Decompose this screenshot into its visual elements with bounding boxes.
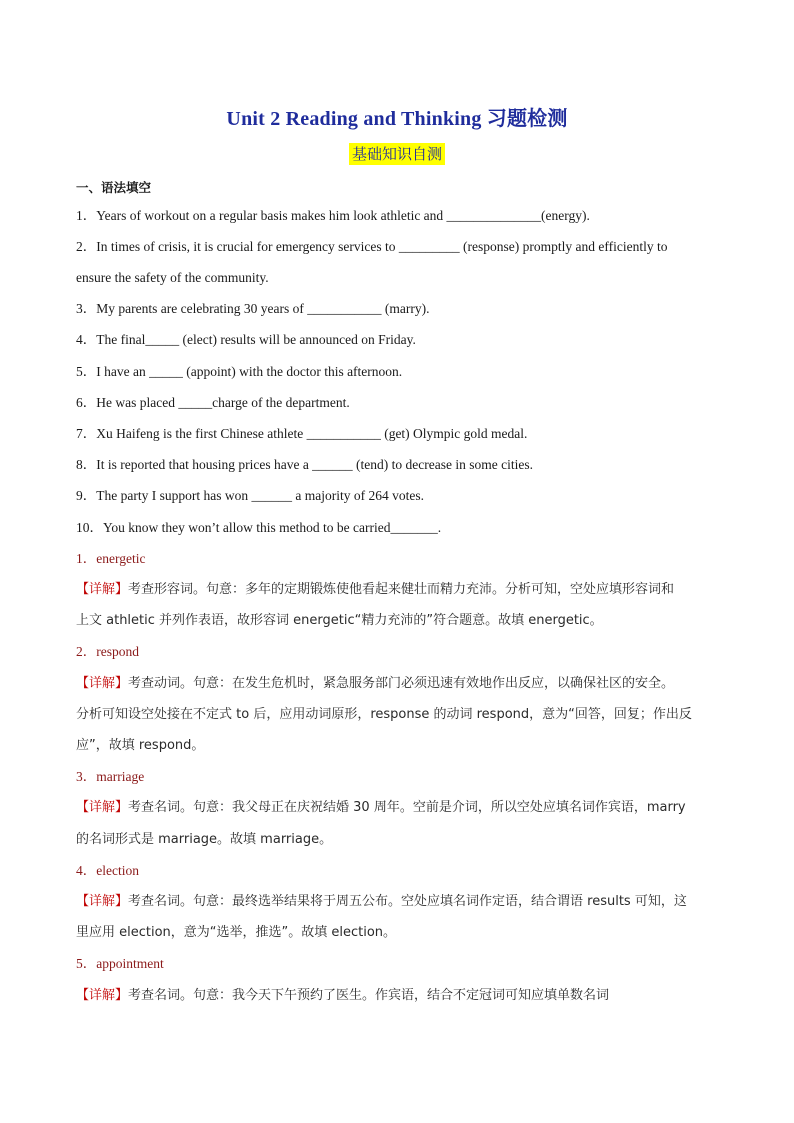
- explanation-text: 考查形容词。句意：多年的定期锻炼使他看起来健壮而精力充沛。分析可知，空处应填形容词和: [128, 582, 675, 597]
- explanation-line: 上文 athletic 并列作表语，故形容词 energetic“精力充沛的”符合题意。故填 energetic。: [76, 613, 603, 628]
- question-line: 8．It is reported that housing prices have a ______ (tend) to decrease in some cities.: [76, 457, 533, 472]
- section-subtitle-highlight: 基础知识自测: [349, 143, 445, 165]
- question-line: 7．Xu Haifeng is the first Chinese athlete ___________ (get) Olympic gold medal.: [76, 426, 528, 441]
- detail-tag: 【详解】: [76, 894, 129, 909]
- answer-line: 3．marriage: [76, 769, 145, 784]
- question-line: 2．In times of crisis, it is crucial for emergency services to _________ (response) promptly and efficiently to: [76, 239, 668, 254]
- explanation-line: [76, 675, 726, 693]
- explanation-text: 考查名词。句意：我今天下午预约了医生。作宾语，结合不定冠词可知应填单数名词: [128, 988, 610, 1003]
- explanation-line: [76, 987, 726, 1005]
- detail-tag: 【详解】: [76, 676, 129, 691]
- explanation-line: 的名词形式是 marriage。故填 marriage。: [76, 832, 333, 847]
- question-line: 6．He was placed _____charge of the department.: [76, 395, 350, 410]
- answer-line: 2．respond: [76, 644, 139, 659]
- page-title: Unit 2 Reading and Thinking 习题检测: [226, 108, 568, 130]
- question-line: 3．My parents are celebrating 30 years of ___________ (marry).: [76, 301, 430, 316]
- question-line: ensure the safety of the community.: [76, 270, 269, 285]
- explanation-text: 考查名词。句意：我父母正在庆祝结婚 30 周年。空前是介词，所以空处应填名词作宾语，marry: [128, 800, 686, 815]
- question-line: 9．The party I support has won ______ a majority of 264 votes.: [76, 488, 424, 503]
- section-heading: 一、语法填空: [76, 180, 152, 195]
- detail-tag: 【详解】: [76, 582, 129, 597]
- detail-tag: 【详解】: [76, 988, 129, 1003]
- explanation-line: 分析可知设空处接在不定式 to 后，应用动词原形，response 的动词 respond，意为“回答，回复；作出反: [76, 707, 692, 722]
- explanation-line: 应”，故填 respond。: [76, 738, 205, 753]
- question-line: 4．The final_____ (elect) results will be announced on Friday.: [76, 332, 416, 347]
- explanation-line: [76, 799, 726, 817]
- explanation-text: 考查名词。句意：最终选举结果将于周五公布。空处应填名词作定语，结合谓语 results 可知，这: [128, 894, 687, 909]
- detail-tag: 【详解】: [76, 800, 129, 815]
- question-line: 5．I have an _____ (appoint) with the doctor this afternoon.: [76, 364, 403, 379]
- explanation-line: 里应用 election，意为“选举，推选”。故填 election。: [76, 925, 397, 940]
- answer-line: 5．appointment: [76, 956, 164, 971]
- explanation-line: [76, 893, 726, 911]
- explanation-text: 考查动词。句意：在发生危机时，紧急服务部门必须迅速有效地作出反应，以确保社区的安全。: [128, 676, 675, 691]
- question-line: 10．You know they won’t allow this method to be carried_______.: [76, 520, 442, 535]
- answer-line: 4．election: [76, 863, 139, 878]
- question-line: 1．Years of workout on a regular basis makes him look athletic and ______________(energy).: [76, 208, 590, 223]
- answer-line: 1．energetic: [76, 551, 146, 566]
- explanation-line: [76, 581, 726, 599]
